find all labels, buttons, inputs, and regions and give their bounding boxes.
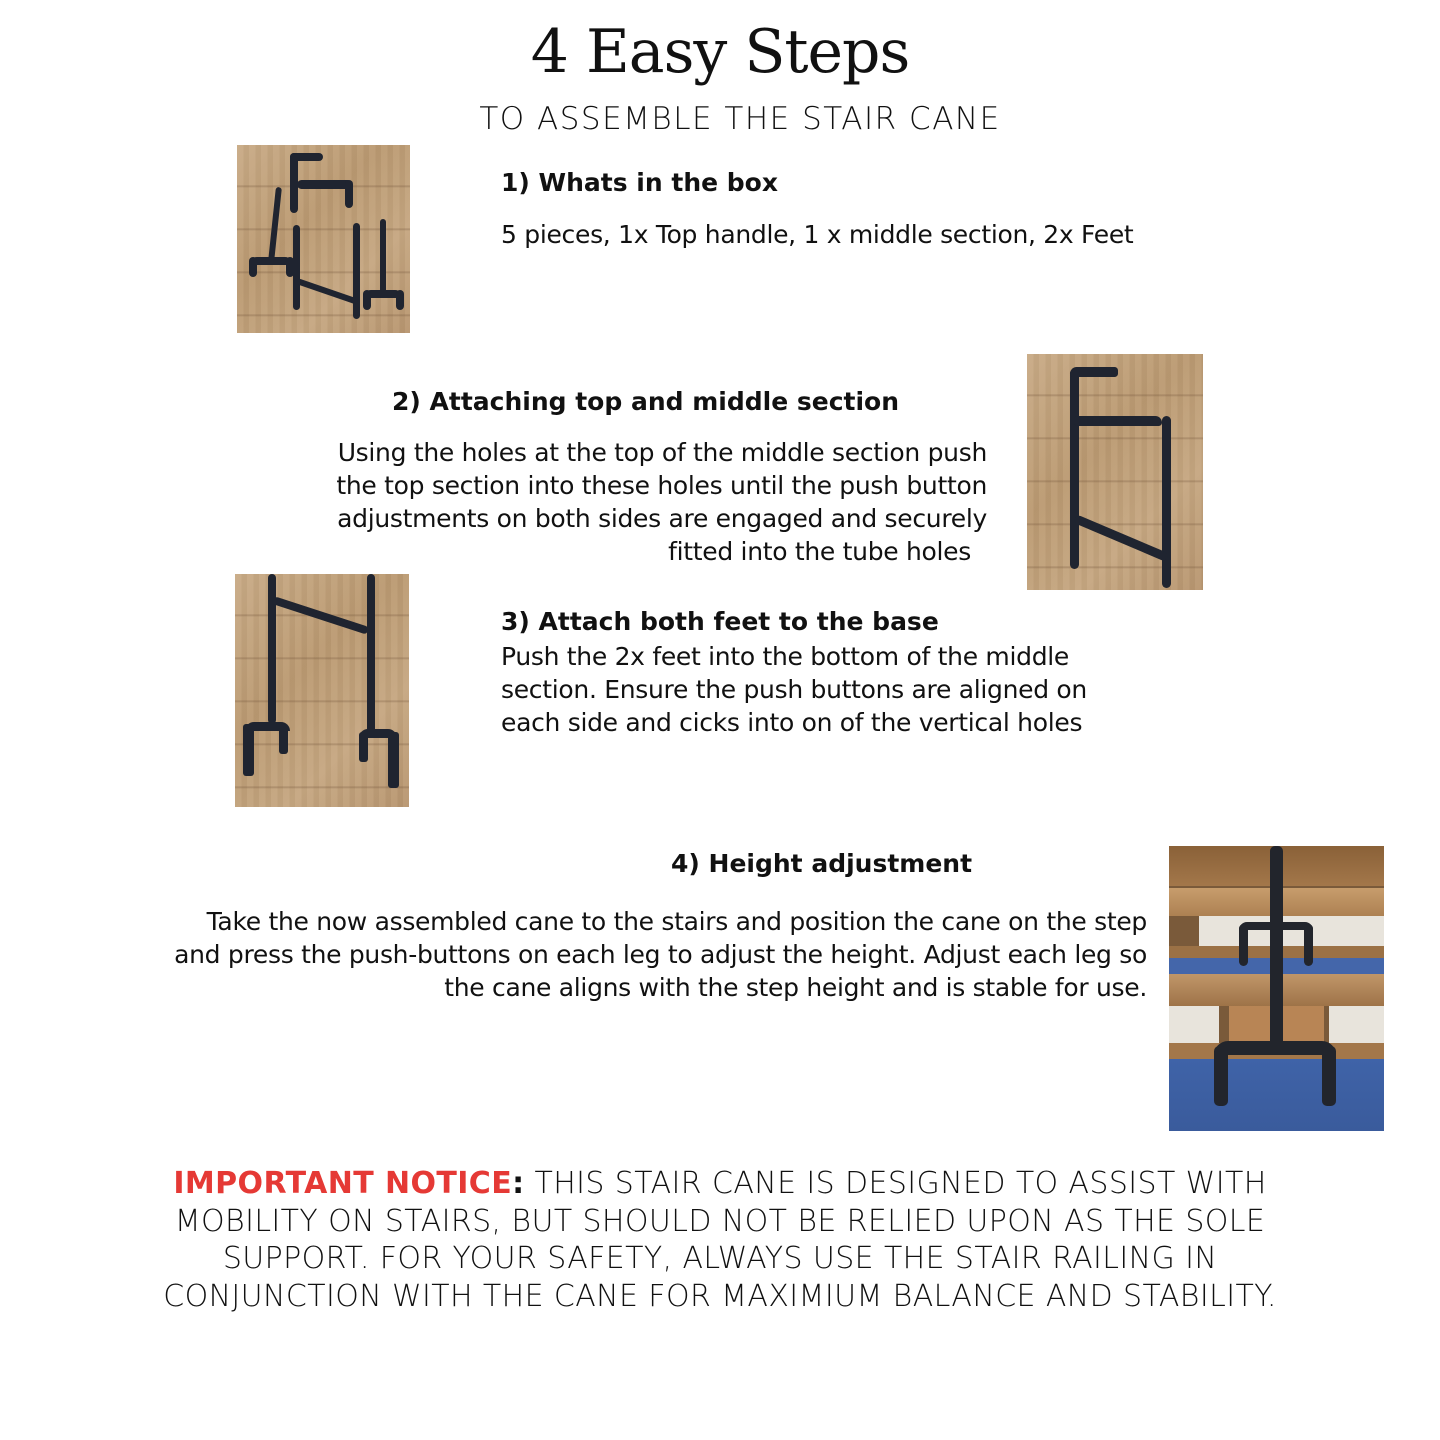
step-2-body-line: fitted into the tube holes (668, 537, 971, 566)
step-4-body-line: Take the now assembled cane to the stairs and position the cane on the step (206, 907, 1147, 936)
step-4-body-line: the cane aligns with the step height and is stable for use. (444, 973, 1147, 1002)
step-2-body-line: adjustments on both sides are engaged and securely (337, 504, 987, 533)
important-notice (120, 1165, 1320, 1315)
step-2-photo (1027, 354, 1203, 590)
step-1-heading: 1) Whats in the box (501, 168, 778, 197)
step-2-body-line: Using the holes at the top of the middle section push (337, 438, 987, 467)
step-4-heading: 4) Height adjustment (671, 849, 973, 878)
important-notice-label: IMPORTANT NOTICE (173, 1166, 513, 1201)
step-4-photo (1169, 846, 1384, 1131)
step-1-photo (237, 145, 410, 333)
step-3-body (501, 640, 1201, 739)
step-3-heading: 3) Attach both feet to the base (501, 607, 939, 636)
step-1-body: 5 pieces, 1x Top handle, 1 x middle section, 2x Feet (501, 220, 1134, 249)
page-title: 4 Easy Steps (530, 17, 910, 87)
step-3-body-line: Push the 2x feet into the bottom of the middle (501, 642, 1069, 671)
page-subtitle: TO ASSEMBLE THE STAIR CANE (479, 101, 1001, 137)
step-2-heading: 2) Attaching top and middle section (392, 387, 900, 416)
step-4-body (40, 905, 1147, 1004)
step-4-body-line: and press the push-buttons on each leg to adjust the height. Adjust each leg so (174, 940, 1147, 969)
step-2-body-line: the top section into these holes until the push button (336, 471, 987, 500)
step-3-body-line: section. Ensure the push buttons are aligned on (501, 675, 1087, 704)
step-2-body (250, 436, 987, 568)
step-3-photo (235, 574, 409, 807)
step-3-body-line: each side and cicks into on of the vertical holes (501, 708, 1083, 737)
important-notice-separator: : (512, 1166, 525, 1201)
important-notice-text: THIS STAIR CANE IS DESIGNED TO ASSIST WITH MOBILITY ON STAIRS, BUT SHOULD NOT BE RELIED UPON AS THE SOLE SUPPORT. FOR YOUR SAFETY, ALWAYS USE THE STAIR RAILING IN CONJUNCTION WITH THE CANE FOR MAXIMIUM BALANCE AND STABILITY. (163, 1166, 1277, 1314)
